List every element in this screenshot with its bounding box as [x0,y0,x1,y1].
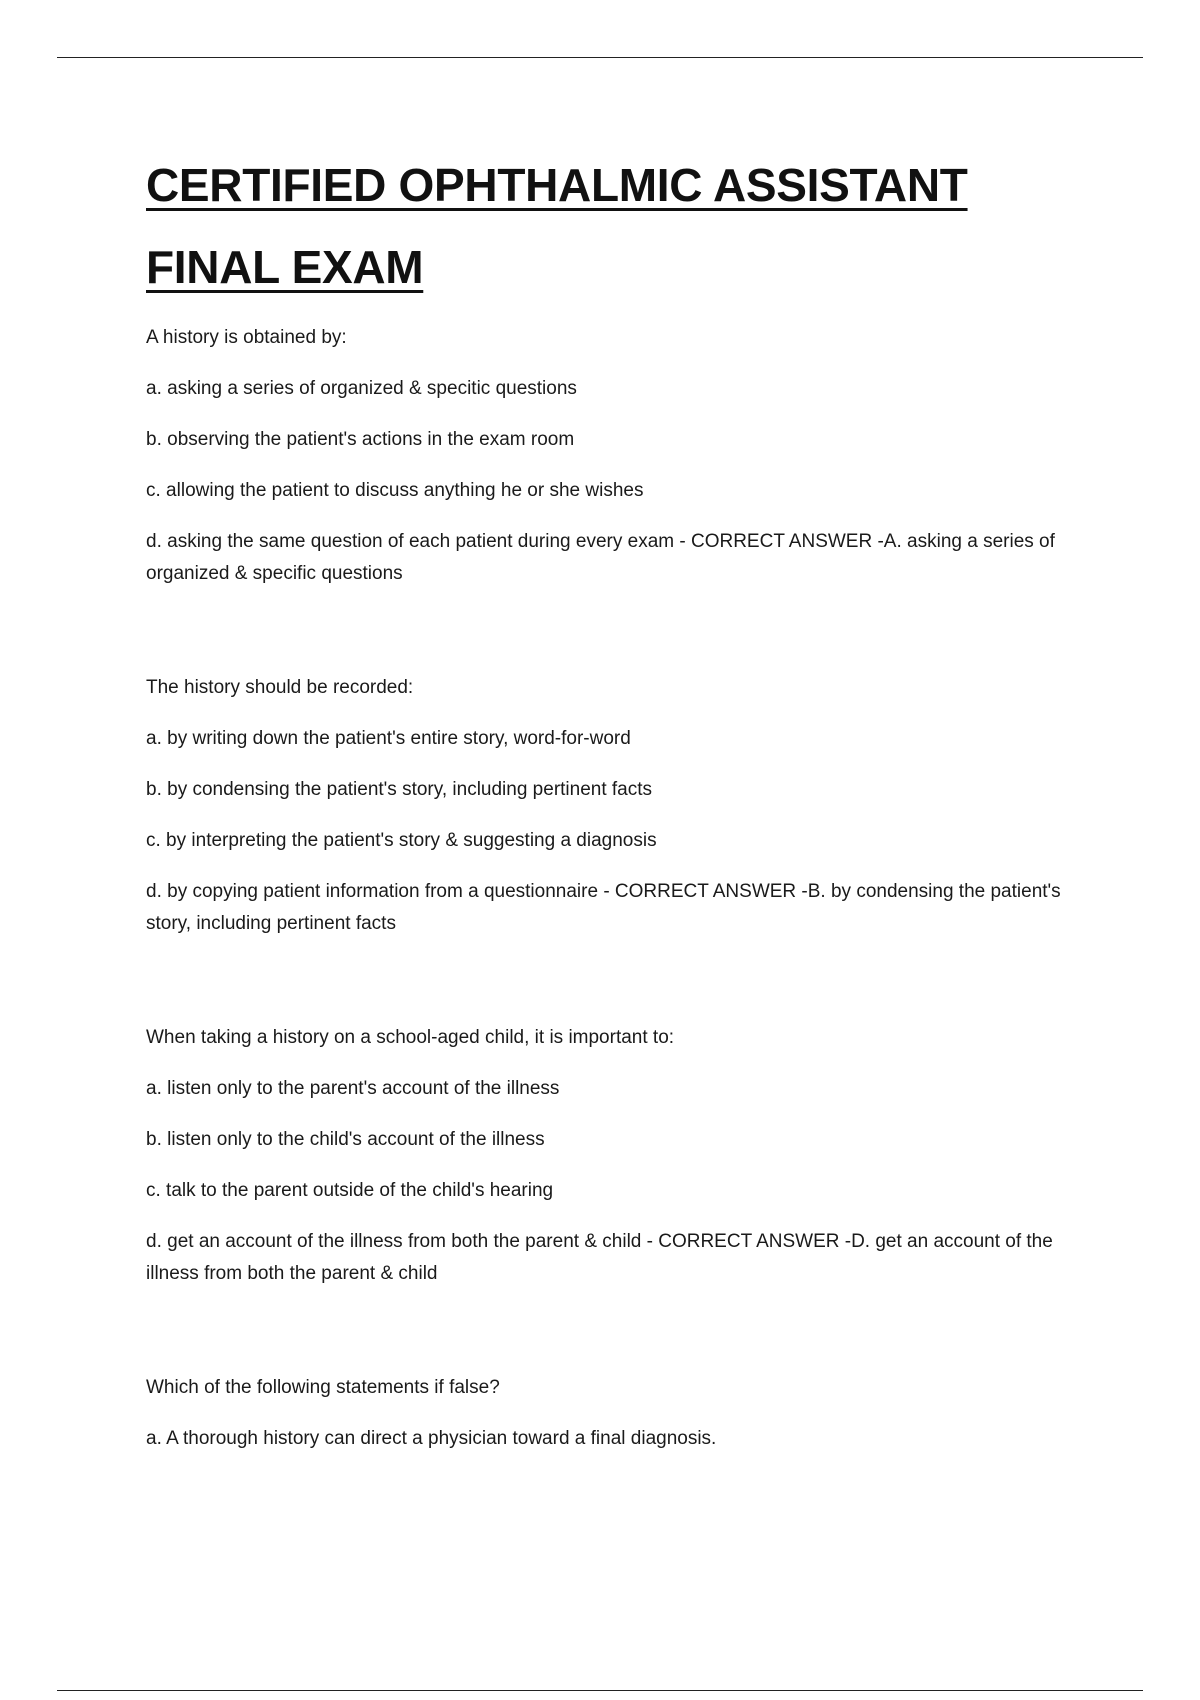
answer-option: b. by condensing the patient's story, including pertinent facts [146,779,653,800]
question-block [146,322,1096,590]
bottom-rule [57,1690,1143,1691]
question-list [146,322,1096,1455]
question-block [146,672,1096,940]
answer-option: c. talk to the parent outside of the child's hearing [146,1180,554,1201]
question-stem: The history should be recorded: [146,677,414,698]
top-rule [57,57,1143,58]
answer-option: d. asking the same question of each patient during every exam - CORRECT ANSWER -A. asking a series of organized & specific questions [146,531,1055,584]
answer-option: a. asking a series of organized & specitic questions [146,378,577,399]
answer-option: c. allowing the patient to discuss anything he or she wishes [146,480,644,501]
question-stem: Which of the following statements if false? [146,1377,500,1398]
answer-option: a. by writing down the patient's entire story, word-for-word [146,728,631,749]
answer-option: d. by copying patient information from a questionnaire - CORRECT ANSWER -B. by condensing the patient's story, including pertinent facts [146,881,1061,934]
answer-option: a. listen only to the parent's account of the illness [146,1078,560,1099]
title-line-1: CERTIFIED OPHTHALMIC ASSISTANT [146,159,968,211]
question-stem: A history is obtained by: [146,327,347,348]
answer-option: c. by interpreting the patient's story & suggesting a diagnosis [146,830,657,851]
title-line-2: FINAL EXAM [146,241,424,293]
question-block [146,1372,1096,1455]
question-stem: When taking a history on a school-aged child, it is important to: [146,1027,675,1048]
answer-option: b. listen only to the child's account of the illness [146,1129,545,1150]
answer-option: d. get an account of the illness from both the parent & child - CORRECT ANSWER -D. get an account of the illness from both the parent & child [146,1231,1053,1284]
answer-option: b. observing the patient's actions in the exam room [146,429,575,450]
answer-option: a. A thorough history can direct a physician toward a final diagnosis. [146,1428,717,1449]
document-title [146,144,1096,308]
document-body [146,144,1096,1537]
question-block [146,1022,1096,1290]
